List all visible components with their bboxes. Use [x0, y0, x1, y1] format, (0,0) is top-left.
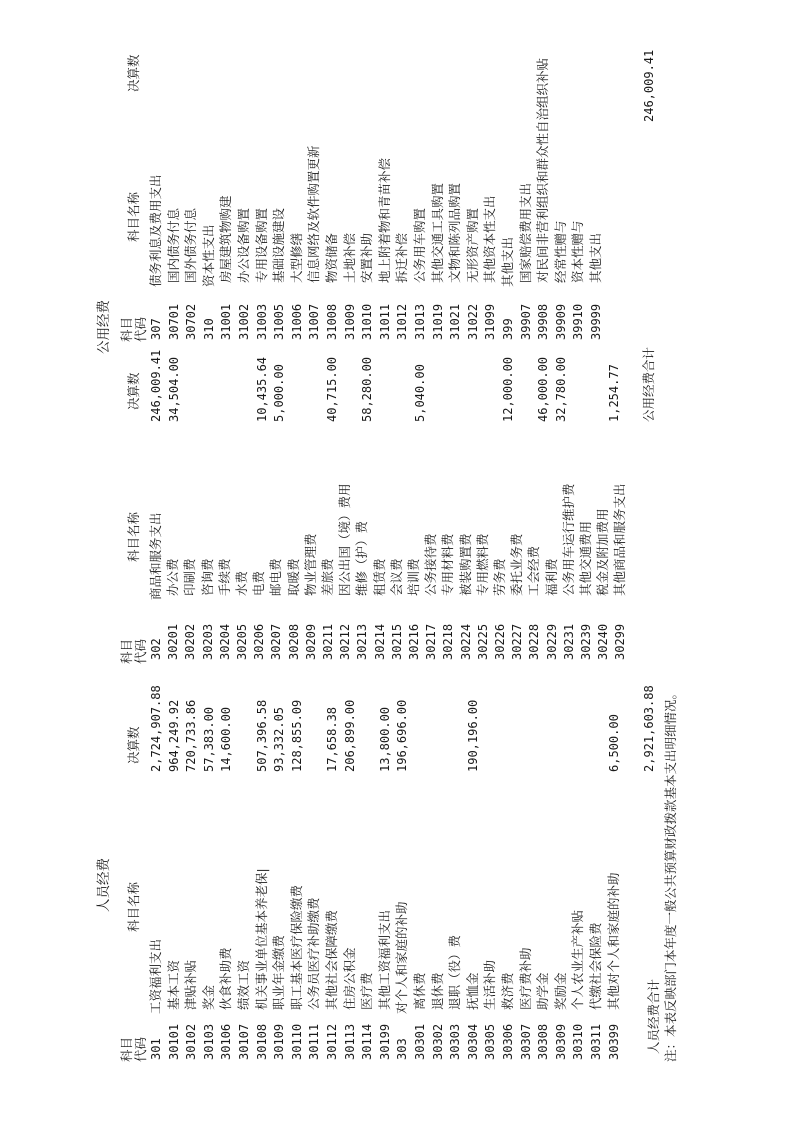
personnel-name-cell: 对个人和家庭的补助 — [394, 901, 410, 1014]
public2-code-cell: 31011 — [377, 303, 392, 340]
public1-code-cell: 30205 — [235, 623, 249, 660]
personnel-code-cell: 303 — [395, 1038, 410, 1060]
public1-code-cell: 30213 — [355, 623, 370, 660]
personnel-header-name: 科目名称 — [126, 881, 141, 932]
public2-amount-cell: 34,504.00 — [166, 356, 181, 422]
public1-name-cell: 取暖费 — [285, 558, 301, 600]
public2-code-cell: 31022 — [465, 303, 480, 340]
public2-code-cell: 31010 — [360, 303, 375, 340]
public2-amount-cell: 58,280.00 — [360, 356, 375, 422]
public1-code-cell: 30218 — [441, 623, 456, 660]
public1-code-cell: 30240 — [596, 623, 611, 660]
public2-name-cell: 信息网络及软件购置更新 — [306, 145, 322, 287]
public1-name-cell: 因公出国（境）费用 — [337, 483, 353, 600]
public1-code-cell: 30224 — [458, 623, 473, 660]
public2-code-cell: 30702 — [184, 303, 199, 340]
personnel-amount-cell: 57,383.00 — [201, 706, 216, 772]
personnel-name-cell: 代缴社会保险费 — [588, 922, 603, 1014]
personnel-name-cell: 公务员医疗补助缴费 — [306, 897, 322, 1014]
public1-code-cell: 30229 — [544, 623, 559, 660]
public2-name-cell: 资本性赠与 — [570, 220, 586, 287]
public1-name-cell: 被装购置费 — [457, 533, 473, 600]
public1-name-cell: 租赁费 — [371, 558, 387, 600]
public2-name-cell: 地上附着物和青苗补偿 — [376, 158, 392, 287]
personnel-amount-cell: 2,724,907.88 — [149, 685, 163, 772]
public2-code-cell: 39910 — [571, 303, 586, 340]
public2-name-cell: 公务用车购置 — [412, 208, 427, 287]
personnel-code-cell: 30108 — [254, 1023, 269, 1060]
personnel-code-cell: 30306 — [501, 1023, 515, 1060]
public2-header-amount-right: 决算数 — [126, 54, 141, 92]
public2-code-cell: 31001 — [219, 303, 234, 340]
public2-amount-cell: 5,040.00 — [413, 364, 427, 422]
personnel-amount-cell: 196,696.00 — [395, 699, 410, 772]
public-total-amount: 246,009.41 — [642, 49, 656, 122]
public2-code-cell: 310 — [201, 318, 216, 340]
personnel-code-cell: 30199 — [377, 1023, 392, 1060]
personnel-code-cell: 30310 — [571, 1023, 586, 1060]
public1-code-cell: 30299 — [613, 623, 628, 660]
public2-name-cell: 国家赔偿费用支出 — [517, 183, 533, 287]
public1-name-cell: 办公费 — [165, 558, 181, 600]
personnel-code-cell: 30302 — [430, 1023, 445, 1060]
personnel-code-cell: 30308 — [536, 1023, 551, 1060]
public2-code-cell: 399 — [501, 318, 515, 340]
public1-name-cell: 差旅费 — [320, 558, 335, 600]
public1-code-cell: 30231 — [561, 623, 576, 660]
public1-name-cell: 咨询费 — [199, 558, 215, 600]
public1-code-cell: 30206 — [252, 623, 267, 660]
personnel-code-cell: 30399 — [606, 1023, 621, 1060]
personnel-code-cell: 30307 — [518, 1023, 533, 1060]
public1-name-cell: 委托业务费 — [509, 533, 525, 600]
public2-amount-cell: 5,000.00 — [272, 364, 287, 422]
personnel-name-cell: 住房公积金 — [341, 947, 357, 1014]
personnel-name-cell: 生活补助 — [482, 960, 498, 1014]
personnel-name-cell: 其他工资福利支出 — [376, 910, 392, 1014]
public2-amount-cell: 1,254.77 — [606, 364, 621, 422]
footnote: 注：本表反映部门本年度一般公共预算财政拨款基本支出明细情况。 — [663, 686, 678, 1062]
public2-name-cell: 物资储备 — [324, 233, 339, 287]
public2-code-cell: 31003 — [254, 303, 269, 340]
public-total-label: 公用经费合计 — [641, 346, 656, 422]
public2-amount-cell: 40,715.00 — [325, 356, 339, 422]
personnel-name-cell: 津贴补贴 — [183, 960, 199, 1014]
public2-name-cell: 资本性支出 — [200, 224, 216, 287]
public1-code-cell: 30201 — [166, 623, 181, 660]
public2-code-cell: 31013 — [413, 303, 427, 340]
public1-code-cell: 30208 — [286, 623, 301, 660]
personnel-code-cell: 30111 — [307, 1023, 322, 1060]
personnel-amount-cell: 13,800.00 — [377, 706, 392, 772]
personnel-name-cell: 机关事业单位基本养老保| — [253, 868, 269, 1014]
public2-name-cell: 文物和陈列品购置 — [447, 183, 463, 287]
personnel-code-cell: 30101 — [166, 1023, 181, 1060]
public2-name-cell: 土地补偿 — [341, 233, 357, 287]
personnel-code-cell: 301 — [149, 1038, 163, 1060]
personnel-amount-cell: 720,733.86 — [184, 699, 199, 772]
personnel-name-cell: 其他对个人和家庭的补助 — [605, 872, 621, 1014]
public1-code-cell: 30207 — [269, 623, 284, 660]
public2-name-cell: 专用设备购置 — [253, 208, 269, 287]
public1-name-cell: 税金及附加费用 — [595, 508, 611, 600]
personnel-total-amount: 2,921,603.88 — [642, 685, 656, 772]
personnel-code-cell: 30110 — [289, 1023, 304, 1060]
public1-code-cell: 30214 — [372, 623, 387, 660]
public1-code-cell: 30203 — [200, 623, 215, 660]
public2-code-cell: 31005 — [272, 303, 287, 340]
public2-code-cell: 31002 — [237, 303, 251, 340]
public1-name-cell: 其他交通费用 — [578, 521, 593, 600]
public2-amount-cell: 32,780.00 — [553, 356, 568, 422]
public2-amount-cell: 12,000.00 — [501, 356, 515, 422]
public2-header-code: 科目 代码 — [119, 316, 148, 342]
public2-code-cell: 39909 — [553, 303, 568, 340]
public1-name-cell: 邮电费 — [268, 558, 284, 600]
personnel-code-cell: 30103 — [201, 1023, 216, 1060]
public2-code-cell: 39907 — [518, 303, 533, 340]
personnel-name-cell: 医疗费补助 — [517, 947, 533, 1014]
public1-code-cell: 30209 — [303, 623, 318, 660]
public1-name-cell: 福利费 — [543, 558, 559, 600]
personnel-amount-cell: 507,396.58 — [254, 699, 269, 772]
public1-code-cell: 30217 — [424, 623, 439, 660]
public2-name-cell: 房屋建筑物购建 — [218, 195, 234, 287]
public1-name-cell: 商品和服务支出 — [148, 512, 163, 600]
personnel-code-cell: 30102 — [184, 1023, 199, 1060]
public2-name-cell: 其他交通工具购置 — [429, 183, 445, 287]
personnel-code-cell: 30114 — [360, 1023, 375, 1060]
personnel-amount-cell: 14,600.00 — [219, 706, 234, 772]
public1-name-cell: 维修（护）费 — [354, 521, 370, 600]
public2-name-cell: 对民间非营利组织和群众性自治组织补贴 — [535, 58, 551, 287]
personnel-code-cell: 30107 — [237, 1023, 251, 1060]
public2-amount-cell: 46,000.00 — [536, 356, 551, 422]
public2-code-cell: 39999 — [589, 303, 603, 340]
public2-name-cell: 其他支出 — [588, 233, 603, 287]
public2-code-cell: 31019 — [430, 303, 445, 340]
public1-code-cell: 30226 — [493, 623, 507, 660]
public1-code-cell: 30211 — [321, 623, 335, 660]
public2-name-cell: 经常性赠与 — [552, 220, 568, 287]
personnel-name-cell: 离休费 — [412, 972, 427, 1014]
personnel-amount-cell: 190,196.00 — [465, 699, 480, 772]
public1-code-cell: 30202 — [183, 623, 198, 660]
public2-code-cell: 31012 — [395, 303, 410, 340]
personnel-header-amount: 决算数 — [126, 726, 141, 764]
personnel-code-cell: 30305 — [483, 1023, 498, 1060]
public1-name-cell: 专用材料费 — [440, 533, 456, 600]
personnel-name-cell: 职业年金缴费 — [271, 935, 287, 1014]
personnel-code-cell: 30112 — [325, 1023, 339, 1060]
public1-name-cell: 手续费 — [216, 558, 232, 600]
public1-code-cell: 30204 — [217, 623, 232, 660]
personnel-name-cell: 医疗费 — [359, 972, 375, 1014]
public2-header-name: 科目名称 — [126, 191, 141, 242]
public1-header-code: 科目 代码 — [119, 638, 148, 664]
public2-amount-cell: 246,009.41 — [149, 349, 163, 422]
personnel-amount-cell: 964,249.92 — [166, 699, 181, 772]
public2-code-cell: 31021 — [448, 303, 463, 340]
personnel-code-cell: 30304 — [465, 1023, 480, 1060]
public2-name-cell: 债务利息及费用支出 — [148, 174, 163, 287]
personnel-code-cell: 30309 — [553, 1023, 568, 1060]
personnel-name-cell: 职工基本医疗保险缴费 — [288, 885, 304, 1014]
personnel-total-label: 人员经费合计 — [646, 978, 661, 1054]
personnel-code-cell: 30311 — [589, 1023, 603, 1060]
personnel-amount-cell: 128,855.09 — [289, 699, 304, 772]
public1-code-cell: 30225 — [475, 623, 490, 660]
personnel-name-cell: 基本工资 — [165, 960, 181, 1014]
public1-code-cell: 30227 — [510, 623, 525, 660]
personnel-name-cell: 个人农业生产补贴 — [570, 910, 586, 1014]
public2-name-cell: 国外债务付息 — [183, 208, 199, 287]
public2-code-cell: 307 — [149, 318, 163, 340]
personnel-code-cell: 30106 — [219, 1023, 234, 1060]
personnel-name-cell: 救济费 — [500, 972, 515, 1014]
personnel-name-cell: 退职（役）费 — [447, 935, 463, 1014]
public2-amount-cell: 10,435.64 — [254, 356, 269, 422]
public1-header-name: 科目名称 — [126, 511, 141, 562]
public1-code-cell: 30228 — [527, 623, 542, 660]
personnel-name-cell: 工资福利支出 — [148, 938, 163, 1014]
personnel-code-cell: 30303 — [448, 1023, 463, 1060]
public2-name-cell: 国内债务付息 — [165, 208, 181, 287]
personnel-name-cell: 其他社会保障缴费 — [324, 910, 339, 1014]
public1-code-cell: 302 — [149, 638, 163, 660]
public1-code-cell: 30216 — [407, 623, 421, 660]
public2-name-cell: 办公设备购置 — [236, 208, 251, 287]
public1-name-cell: 劳务费 — [492, 558, 507, 600]
public2-code-cell: 30701 — [166, 303, 181, 340]
public2-name-cell: 其他支出 — [500, 236, 515, 287]
public2-code-cell: 31007 — [307, 303, 322, 340]
public1-code-cell: 30212 — [338, 623, 353, 660]
public2-code-cell: 39908 — [536, 303, 551, 340]
public2-code-cell: 31099 — [483, 303, 498, 340]
public1-code-cell: 30215 — [389, 623, 404, 660]
public2-header-amount: 决算数 — [126, 372, 141, 410]
public1-name-cell: 水费 — [234, 571, 249, 600]
public2-name-cell: 大型修缮 — [288, 233, 304, 287]
public2-name-cell: 拆迁补偿 — [394, 233, 410, 287]
public1-name-cell: 印刷费 — [182, 558, 198, 600]
public1-name-cell: 公务接待费 — [423, 533, 439, 600]
public2-name-cell: 安置补助 — [359, 233, 375, 287]
public1-name-cell: 专用燃料费 — [474, 533, 490, 600]
public2-name-cell: 其他资本性支出 — [482, 195, 498, 287]
personnel-code-cell: 30301 — [413, 1023, 427, 1060]
public1-name-cell: 会议费 — [388, 558, 404, 600]
personnel-name-cell: 奖励金 — [552, 972, 568, 1014]
personnel-name-cell: 奖金 — [200, 985, 216, 1014]
public1-name-cell: 电费 — [251, 571, 267, 600]
public1-name-cell: 其他商品和服务支出 — [612, 483, 628, 600]
public1-name-cell: 物业管理费 — [302, 533, 318, 600]
personnel-section-title: 人员经费 — [96, 858, 112, 912]
personnel-header-code: 科目 代码 — [119, 1036, 148, 1062]
public2-name-cell: 无形资产购置 — [464, 208, 480, 287]
personnel-amount-cell: 93,332.05 — [272, 706, 287, 772]
personnel-name-cell: 绩效工资 — [236, 960, 251, 1014]
public1-name-cell: 培训费 — [406, 558, 421, 600]
public2-code-cell: 31009 — [342, 303, 357, 340]
personnel-amount-cell: 206,899.00 — [342, 699, 357, 772]
public2-name-cell: 基础设施建设 — [271, 208, 287, 287]
personnel-name-cell: 助学金 — [535, 972, 551, 1014]
public1-code-cell: 30239 — [579, 623, 593, 660]
personnel-name-cell: 抚恤金 — [464, 972, 480, 1014]
public-section-title: 公用经费 — [96, 300, 112, 354]
personnel-amount-cell: 17,658.38 — [325, 706, 339, 772]
public2-code-cell: 31006 — [289, 303, 304, 340]
public1-name-cell: 工会经费 — [526, 546, 542, 600]
personnel-code-cell: 30113 — [342, 1023, 357, 1060]
personnel-name-cell: 退休费 — [429, 972, 445, 1014]
personnel-code-cell: 30109 — [272, 1023, 287, 1060]
personnel-amount-cell: 6,500.00 — [606, 714, 621, 772]
public1-name-cell: 公务用车运行维护费 — [560, 483, 576, 600]
personnel-name-cell: 伙食补助费 — [218, 947, 234, 1014]
public2-code-cell: 31008 — [325, 303, 339, 340]
